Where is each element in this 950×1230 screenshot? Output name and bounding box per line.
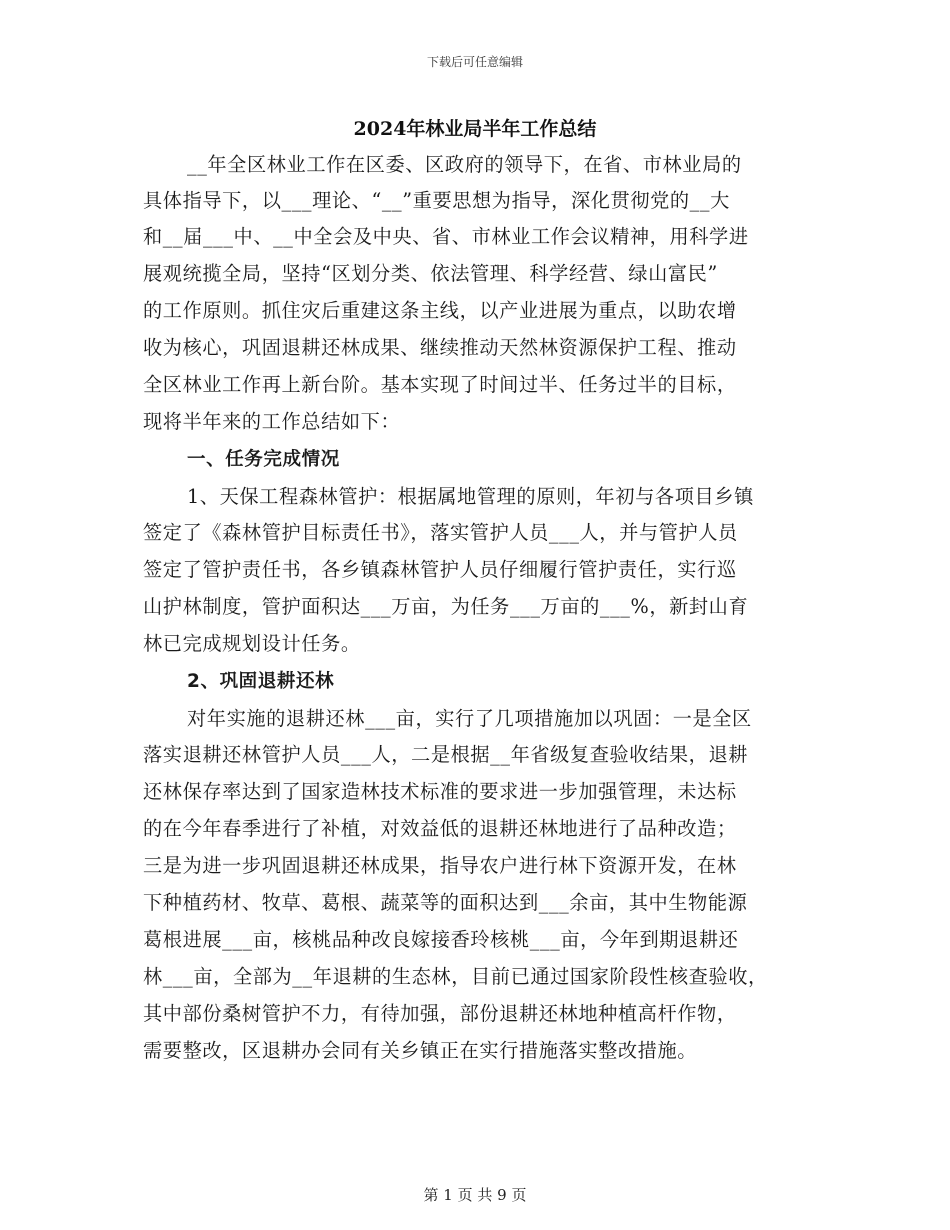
page-footer: 第 1 页 共 9 页 — [423, 1186, 527, 1204]
body-line: 其中部份桑树管护不力，有待加强，部份退耕还林地种植高杆作物， — [143, 1002, 737, 1025]
body-line: 和__届___中、__中全会及中央、省、市林业工作会议精神，用科学进 — [143, 225, 749, 248]
body-line: 还林保存率达到了国家造林技术标准的要求进一步加强管理，未达标 — [143, 780, 737, 803]
body-line: 葛根进展___亩，核桃品种改良嫁接香玲核桃___亩，今年到期退耕还 — [143, 928, 739, 951]
body-line: 落实退耕还林管护人员___人，二是根据__年省级复查验收结果，退耕 — [143, 743, 749, 766]
body-line: 的工作原则。抓住灾后重建这条主线，以产业进展为重点，以助农增 — [143, 299, 737, 322]
body-line: __年全区林业工作在区委、区政府的领导下，在省、市林业局的 — [187, 153, 742, 176]
document-title: 2024年林业局半年工作总结 — [353, 118, 597, 140]
body-line: 对年实施的退耕还林___亩，实行了几项措施加以巩固：一是全区 — [187, 707, 752, 730]
body-line: 签定了《森林管护目标责任书》，落实管护人员___人，并与管护人员 — [143, 521, 738, 544]
body-line: 1、天保工程森林管护：根据属地管理的原则，年初与各项目乡镇 — [187, 485, 754, 508]
body-line: 山护林制度，管护面积达___万亩，为任务___万亩的___%，新封山育 — [143, 595, 749, 618]
body-line: 展观统揽全局，坚持“区划分类、依法管理、科学经营、绿山富民” — [143, 262, 718, 285]
body-line: 现将半年来的工作总结如下： — [143, 410, 401, 433]
section-heading: 一、任务完成情况 — [187, 449, 340, 470]
body-line: 具体指导下，以___理论、“__”重要思想为指导，深化贯彻党的__大 — [143, 189, 730, 212]
body-line: 的在今年春季进行了补植，对效益低的退耕还林地进行了品种改造； — [143, 817, 737, 840]
header-note: 下载后可任意编辑 — [426, 55, 523, 69]
body-line: 需要整改，区退耕办会同有关乡镇正在实行措施落实整改措施。 — [143, 1039, 698, 1062]
body-line: 林___亩，全部为__年退耕的生态林，目前已通过国家阶段性核查验收， — [143, 965, 768, 988]
body-line: 三是为进一步巩固退耕还林成果，指导农户进行林下资源开发，在林 — [143, 854, 737, 877]
body-line: 下种植药材、牧草、葛根、蔬菜等的面积达到___余亩，其中生物能源 — [143, 891, 748, 914]
subsection-heading: 2、巩固退耕还林 — [187, 671, 335, 692]
body-line: 收为核心，巩固退耕还林成果、继续推动天然林资源保护工程、推动 — [143, 336, 737, 359]
body-line: 签定了管护责任书，各乡镇森林管护人员仔细履行管护责任，实行巡 — [143, 558, 737, 581]
body-line: 全区林业工作再上新台阶。基本实现了时间过半、任务过半的目标， — [143, 373, 737, 396]
body-line: 林已完成规划设计任务。 — [143, 632, 361, 655]
